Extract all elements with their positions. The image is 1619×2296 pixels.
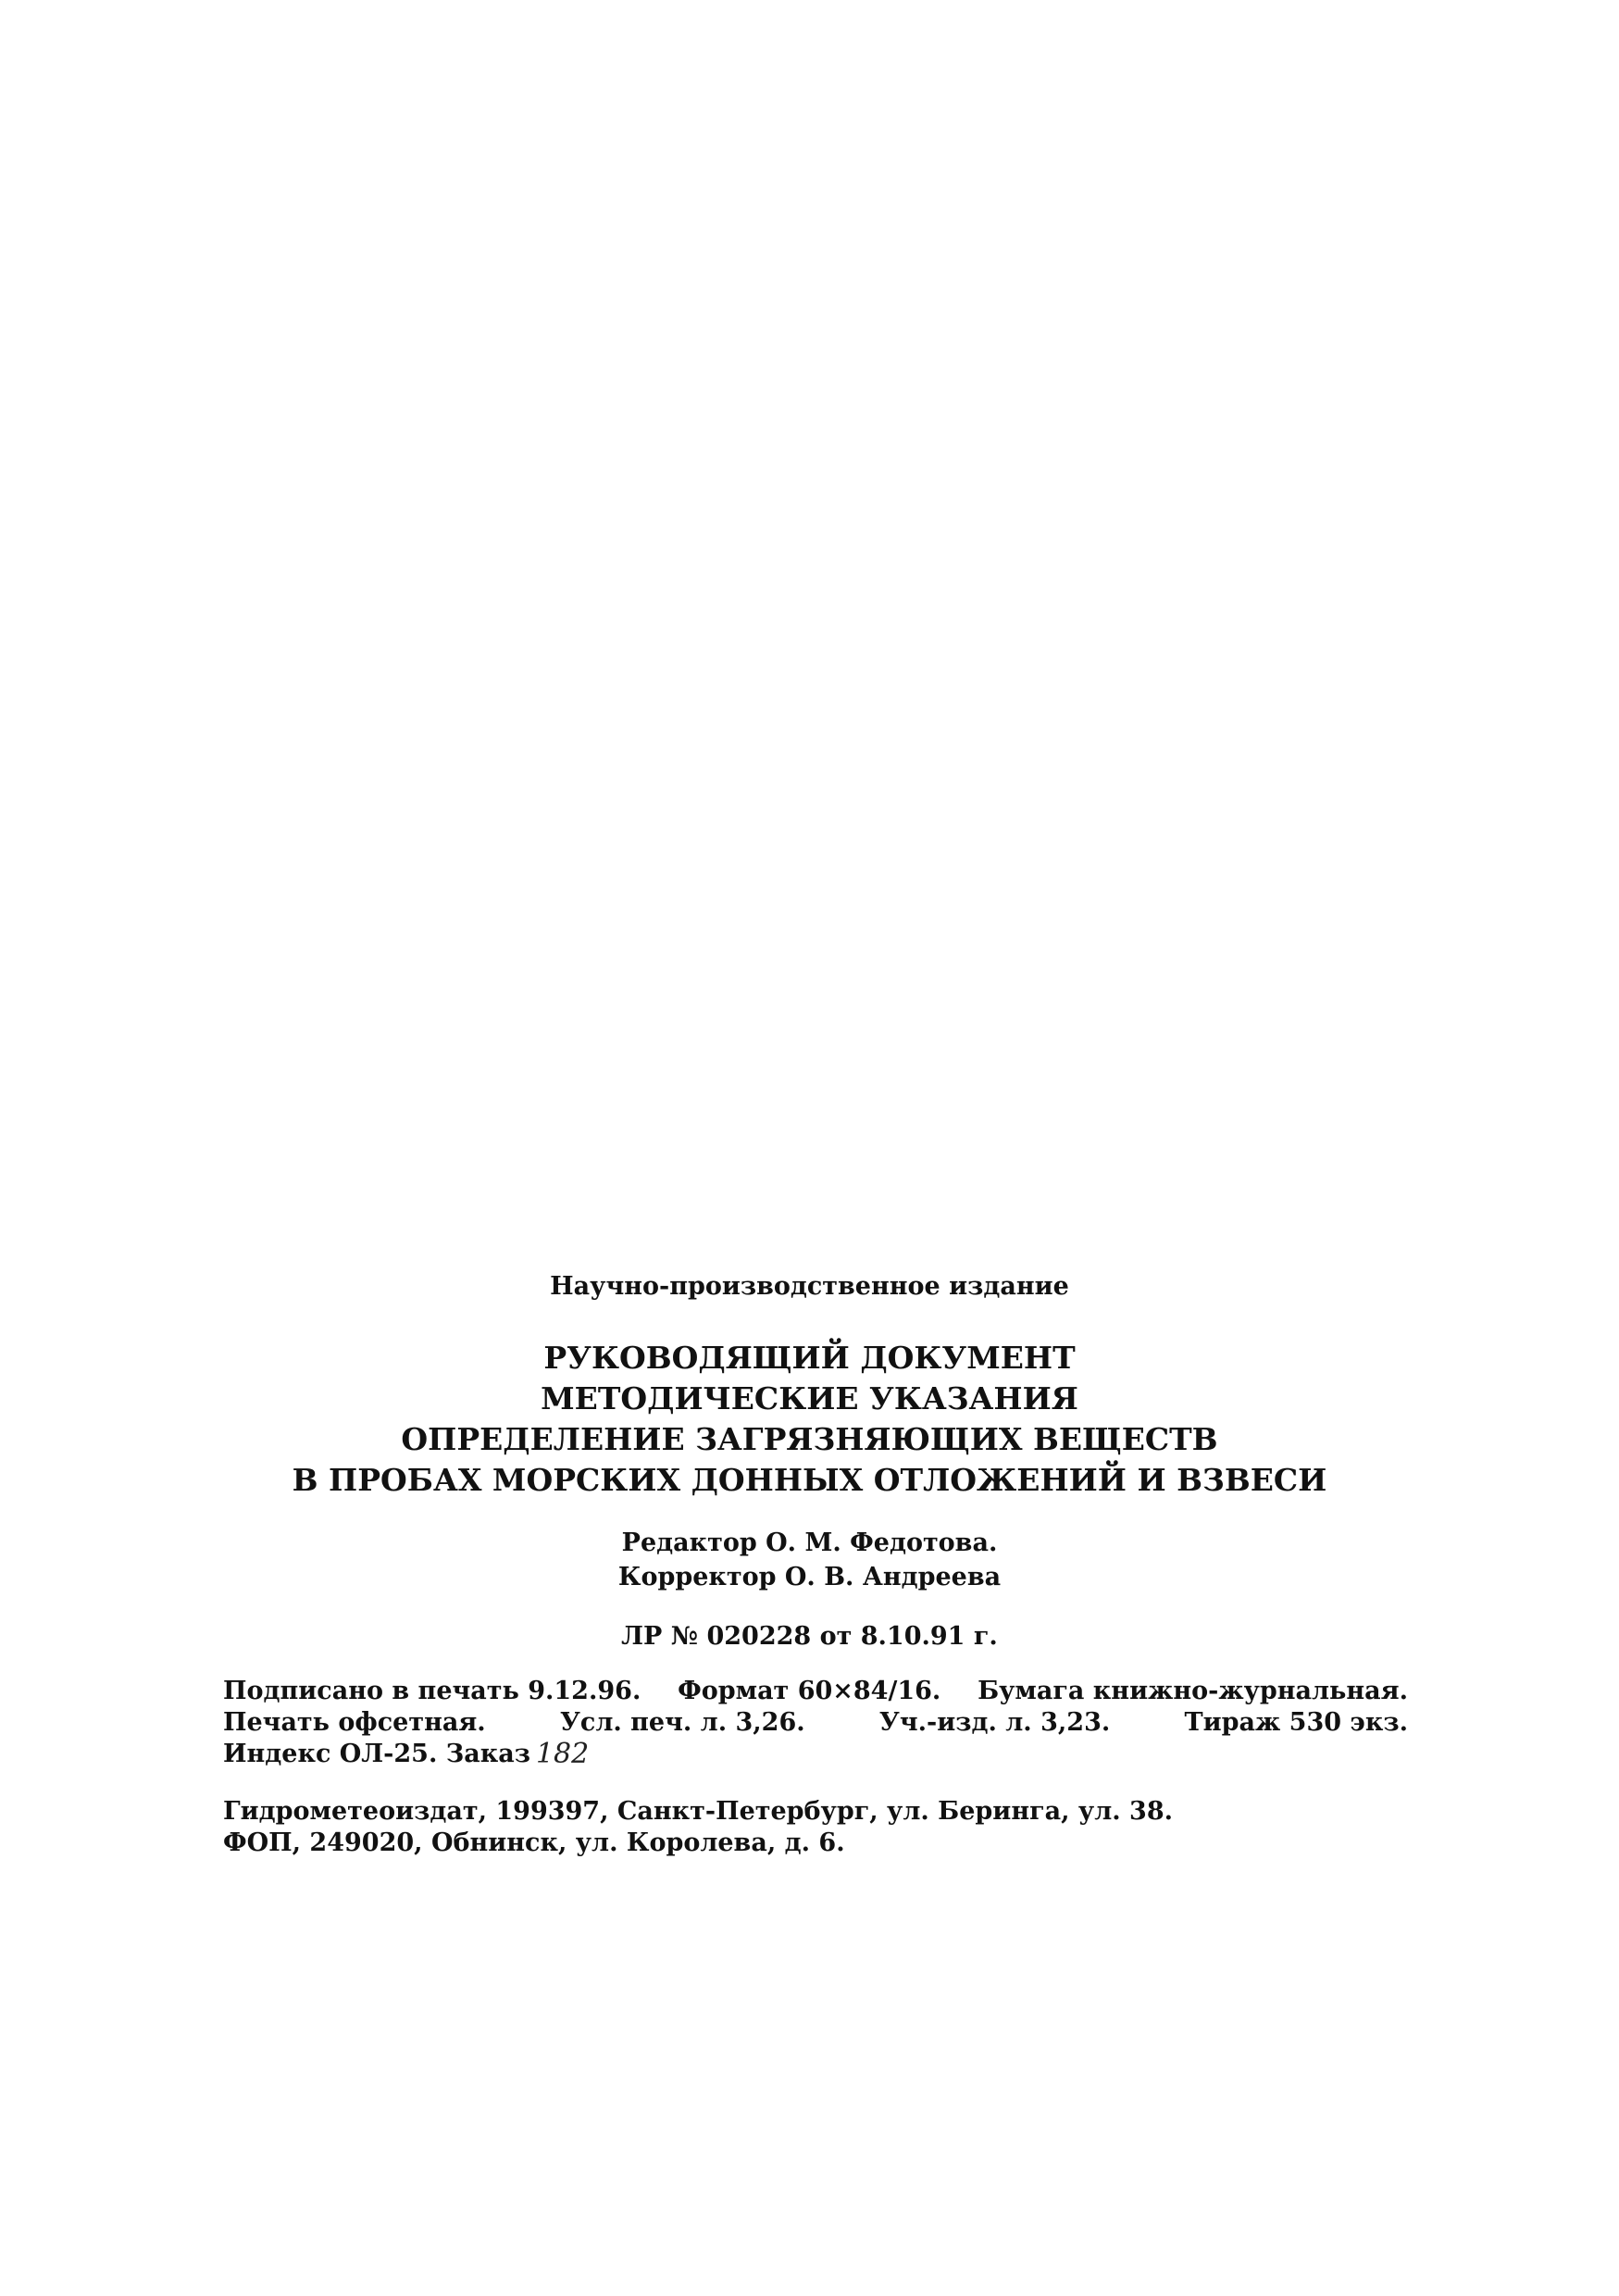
handwritten-order-number: 182 xyxy=(535,1738,590,1770)
license-number: ЛР № 020228 от 8.10.91 г. xyxy=(621,1622,998,1651)
imprint-details xyxy=(223,1676,1408,1770)
publisher-sheets: Уч.-изд. л. 3,23. xyxy=(878,1708,1111,1737)
publisher-address xyxy=(223,1796,1173,1859)
title-line-4: В ПРОБАХ МОРСКИХ ДОННЫХ ОТЛОЖЕНИЙ И ВЗВЕСИ xyxy=(292,1462,1327,1498)
paper-type: Бумага книжно-журнальная. xyxy=(978,1677,1408,1705)
print-method: Печать офсетная. xyxy=(223,1708,486,1737)
format: Формат 60×84/16. xyxy=(678,1677,941,1705)
title-line-2: МЕТОДИЧЕСКИЕ УКАЗАНИЯ xyxy=(541,1380,1078,1416)
proofreader-credit: Корректор О. В. Андреева xyxy=(617,1563,1002,1591)
printer-address-line: ФОП, 249020, Обнинск, ул. Королева, д. 6. xyxy=(223,1828,845,1857)
index-and-order: Индекс ОЛ-25. Заказ xyxy=(223,1740,530,1768)
imprint-line-1 xyxy=(223,1676,1408,1707)
publisher-address-line: Гидрометеоиздат, 199397, Санкт-Петербург, ул. Беринга, ул. 38. xyxy=(223,1797,1174,1826)
imprint-line-2 xyxy=(223,1707,1408,1739)
edition-type: Научно-производственное издание xyxy=(550,1272,1069,1301)
imprint-line-3 xyxy=(223,1739,1408,1770)
signed-to-print: Подписано в печать 9.12.96. xyxy=(223,1677,641,1705)
print-run: Тираж 530 экз. xyxy=(1184,1708,1408,1737)
staff-credits xyxy=(0,1526,1619,1594)
title-line-3: ОПРЕДЕЛЕНИЕ ЗАГРЯЗНЯЮЩИХ ВЕЩЕСТВ xyxy=(401,1421,1218,1457)
editor-credit: Редактор О. М. Федотова. xyxy=(621,1529,998,1557)
title-line-1: РУКОВОДЯЩИЙ ДОКУМЕНТ xyxy=(543,1340,1076,1376)
document-title xyxy=(0,1338,1619,1501)
printed-sheets: Усл. печ. л. 3,26. xyxy=(559,1708,805,1737)
